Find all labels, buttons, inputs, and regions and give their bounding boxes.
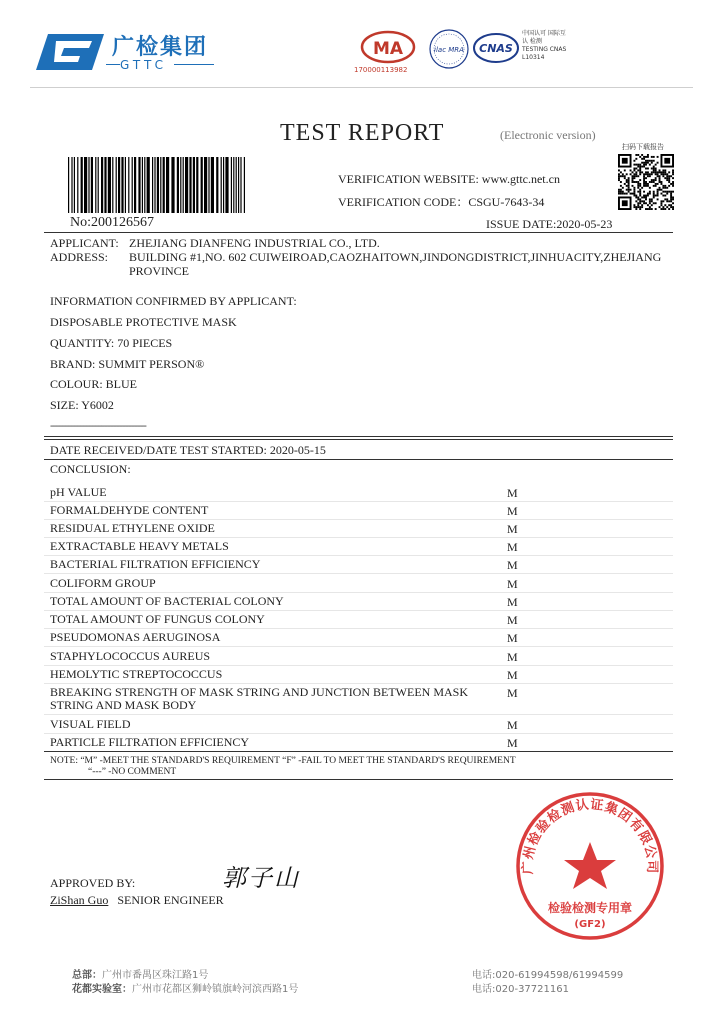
cnas-icon [472, 30, 520, 66]
verification-code: VERIFICATION CODE：CSGU-7643-34 [338, 195, 545, 209]
date-received: DATE RECEIVED/DATE TEST STARTED: 2020-05-15 [50, 443, 326, 457]
info-line: SIZE: Y6002 [50, 398, 114, 412]
handwritten-signature: 郭子山 [222, 866, 300, 892]
address-value: BUILDING #1,NO. 602 CUIWEIROAD,CAOZHAITOWN,JINDONGDISTRICT,JINHUACITY,ZHEJIANG PROVINCE [129, 250, 662, 278]
section-divider [44, 751, 673, 752]
section-divider [44, 232, 673, 233]
test-item-name: PSEUDOMONAS AERUGINOSA [50, 630, 221, 644]
footer-tel-2: 电话:020-37721161 [472, 984, 569, 995]
test-item-result: M [507, 595, 518, 609]
cnas-text: CNAS [479, 42, 513, 55]
row-divider [44, 610, 673, 611]
legend-note-line: NOTE: “M” -MEET THE STANDARD'S REQUIREMENT “F” -FAIL TO MEET THE STANDARD'S REQUIREMENT [50, 756, 516, 766]
test-item-name: PARTICLE FILTRATION EFFICIENCY [50, 735, 250, 749]
footer-hq-address: 广州市番禺区珠江路1号 [102, 970, 209, 981]
logo-rule-right [174, 64, 214, 65]
row-divider [44, 665, 673, 666]
footer-tel-1: 电话:020-61994598/61994599 [472, 970, 624, 981]
verification-website: VERIFICATION WEBSITE: www.gttc.net.cn [338, 172, 560, 186]
legend-note [50, 756, 650, 778]
report-title: TEST REPORT [280, 120, 445, 146]
test-item-name: BACTERIAL FILTRATION EFFICIENCY [50, 557, 261, 571]
ilac-text: ilac MRA [434, 46, 464, 54]
test-item-name: HEMOLYTIC STREPTOCOCCUS [50, 667, 223, 681]
qr-code-icon[interactable] [618, 154, 674, 210]
logo-rule-left [106, 64, 120, 65]
applicant-value: ZHEJIANG DIANFENG INDUSTRIAL CO., LTD. [129, 236, 380, 250]
logo-english-name: GTTC [120, 58, 167, 72]
stamp-center-text: 检验检测专用章 [547, 901, 633, 915]
test-item-name: FORMALDEHYDE CONTENT [50, 503, 209, 517]
test-item-result: M [507, 540, 518, 554]
test-item-result: M [507, 577, 518, 591]
info-line: BRAND: SUMMIT PERSON® [50, 357, 205, 371]
approver-title: SENIOR ENGINEER [117, 893, 224, 907]
barcode-icon [68, 157, 246, 213]
test-item-result: M [507, 631, 518, 645]
test-item-result: M [507, 504, 518, 518]
legend-note-line: “---” -NO COMMENT [88, 767, 177, 777]
footer-lab-label: 花都实验室： [72, 984, 132, 995]
stamp-ring-text: 广州检验检测认证集团有限公司 [520, 797, 660, 875]
row-divider [44, 714, 673, 715]
test-item-result: M [507, 522, 518, 536]
test-item-result: M [507, 668, 518, 682]
ma-number: 170000113982 [354, 66, 408, 74]
ilac-mra-icon [428, 28, 470, 70]
section-divider [44, 436, 673, 437]
test-item-result: M [507, 486, 518, 500]
row-divider [44, 733, 673, 734]
test-item-result: M [507, 736, 518, 750]
logo-chinese-name: 广检集团 [112, 35, 209, 60]
test-item-name: BREAKING STRENGTH OF MASK STRING AND JUNCTION BETWEEN MASK STRING AND MASK BODY [50, 685, 469, 712]
test-item-name: STAPHYLOCOCCUS AUREUS [50, 649, 211, 663]
section-divider [44, 439, 673, 440]
header-divider [30, 87, 693, 88]
footer-hq-label: 总部： [72, 970, 102, 981]
test-item-name: TOTAL AMOUNT OF FUNGUS COLONY [50, 612, 265, 626]
test-item-name: COLIFORM GROUP [50, 576, 156, 590]
approved-by-label: APPROVED BY: [50, 876, 136, 890]
info-line: QUANTITY: 70 PIECES [50, 336, 173, 350]
info-dashes: -------------------------------- [50, 418, 146, 432]
stamp-code: (GF2) [574, 919, 606, 930]
row-divider [44, 537, 673, 538]
footer-lab-address: 广州市花都区狮岭镇旗岭河滨西路1号 [132, 984, 299, 995]
gttc-logo-icon [34, 32, 106, 72]
section-divider [44, 459, 673, 460]
info-heading: INFORMATION CONFIRMED BY APPLICANT: [50, 294, 297, 308]
test-item-name: pH VALUE [50, 485, 107, 499]
row-divider [44, 646, 673, 647]
footer-lab [72, 980, 298, 995]
info-line: DISPOSABLE PROTECTIVE MASK [50, 315, 237, 329]
report-number: No:200126567 [70, 215, 154, 230]
footer-hq [72, 966, 208, 981]
ma-certification-icon [360, 30, 416, 64]
row-divider [44, 555, 673, 556]
conclusion-heading: CONCLUSION: [50, 462, 131, 476]
row-divider [44, 683, 673, 684]
applicant-label: APPLICANT: [50, 236, 119, 250]
row-divider [44, 592, 673, 593]
row-divider [44, 573, 673, 574]
row-divider [44, 501, 673, 502]
test-item-result: M [507, 686, 518, 700]
test-item-result: M [507, 613, 518, 627]
qr-label: 扫码下载报告 [622, 143, 664, 151]
issue-date: ISSUE DATE:2020-05-23 [486, 217, 613, 231]
info-line: COLOUR: BLUE [50, 377, 137, 391]
test-item-result: M [507, 650, 518, 664]
address-label: ADDRESS: [50, 250, 109, 264]
official-seal-stamp [514, 790, 666, 942]
ma-text: MA [372, 39, 404, 59]
section-divider [44, 779, 673, 780]
test-item-name: TOTAL AMOUNT OF BACTERIAL COLONY [50, 594, 284, 608]
approver-name: ZiShan Guo [50, 893, 109, 907]
approver [50, 893, 224, 908]
row-divider [44, 519, 673, 520]
cnas-subtext: 中国认可 国际互认 检测 TESTING CNAS L10314 [522, 30, 567, 61]
row-divider [44, 628, 673, 629]
test-item-name: VISUAL FIELD [50, 717, 131, 731]
test-item-name: RESIDUAL ETHYLENE OXIDE [50, 521, 215, 535]
test-item-result: M [507, 558, 518, 572]
report-subtitle: (Electronic version) [500, 128, 596, 142]
test-item-result: M [507, 718, 518, 732]
test-item-name: EXTRACTABLE HEAVY METALS [50, 539, 229, 553]
